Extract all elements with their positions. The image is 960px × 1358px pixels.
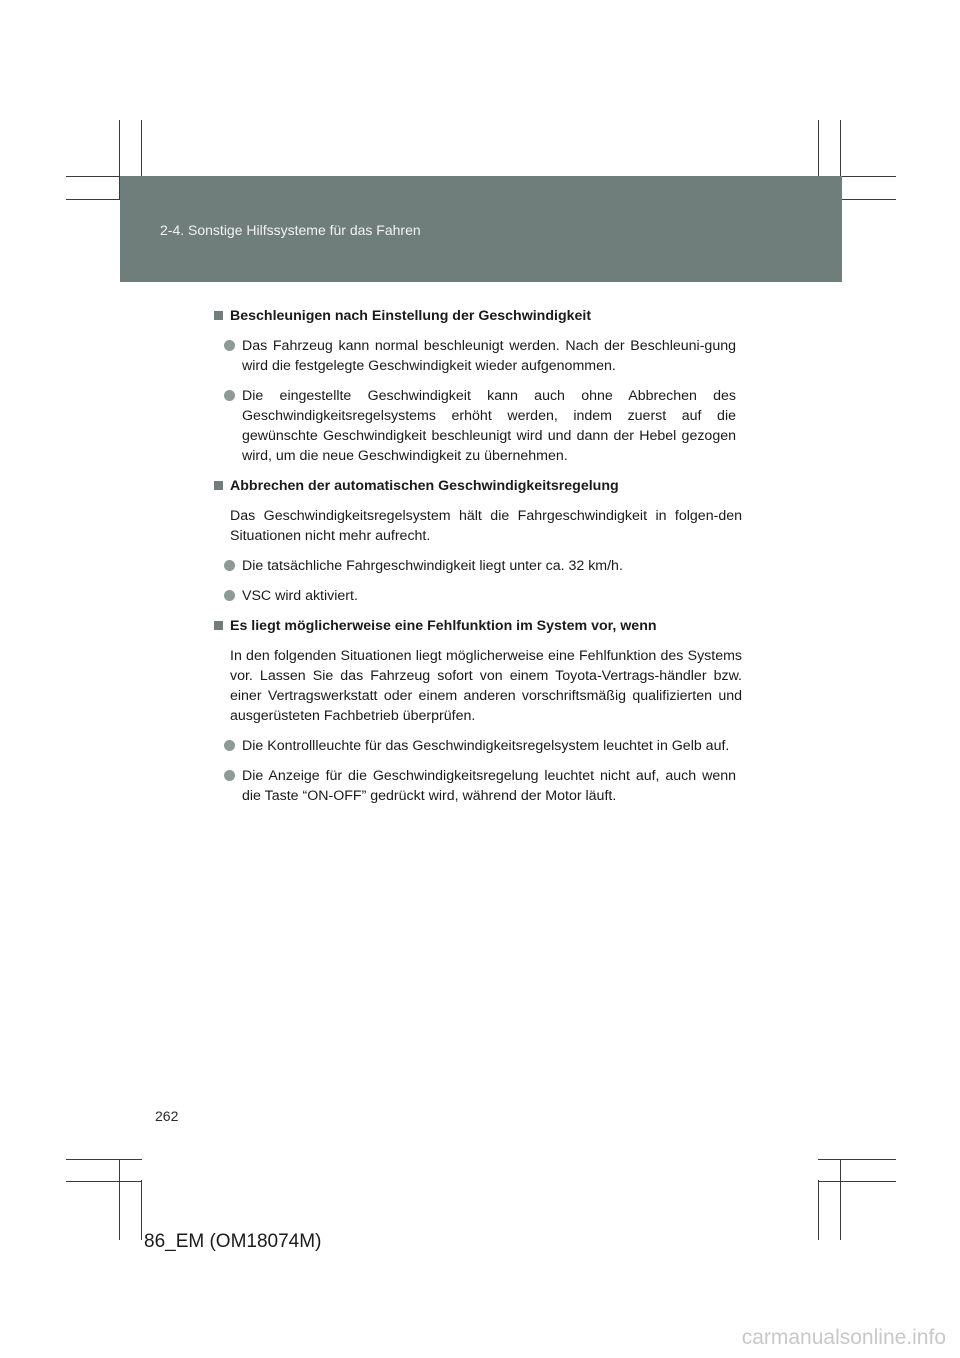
list-item: VSC wird aktiviert.: [214, 586, 742, 606]
section-heading: Abbrechen der automatischen Geschwindigkeitsregelung: [214, 476, 742, 496]
crop-mark: [840, 1160, 841, 1240]
square-bullet-icon: [214, 481, 223, 490]
crop-mark: [818, 1180, 819, 1240]
page-number: 262: [155, 1108, 179, 1124]
square-bullet-icon: [214, 311, 223, 320]
crop-mark: [818, 1159, 896, 1160]
page-content: [214, 306, 742, 816]
section-intro: In den folgenden Situationen liegt möglicherweise eine Fehlfunktion des Systems vor. Lassen Sie das Fahrzeug sofort von einem Toyota-Vertrags-händler bzw. einer Vertragswerkstatt oder einem anderen vorschriftsmäßig qualifizierten und ausgerüsteten Fachbetrieb überprüfen.: [230, 648, 742, 724]
square-bullet-icon: [214, 621, 223, 630]
watermark: carmanualsonline.info: [741, 1326, 946, 1349]
section-intro: Das Geschwindigkeitsregelsystem hält die Fahrgeschwindigkeit in folgen-den Situationen nicht mehr aufrecht.: [230, 508, 742, 544]
crop-mark: [818, 1181, 896, 1182]
section-heading: Es liegt möglicherweise eine Fehlfunktion im System vor, wenn: [214, 616, 742, 636]
crop-mark: [141, 1180, 142, 1240]
circle-bullet-icon: [224, 770, 235, 781]
circle-bullet-icon: [224, 590, 235, 601]
circle-bullet-icon: [224, 560, 235, 571]
crop-mark: [66, 1159, 142, 1160]
list-item: Das Fahrzeug kann normal beschleunigt werden. Nach der Beschleuni-gung wird die festgelegte Geschwindigkeit wieder aufgenommen.: [214, 336, 742, 376]
list-item: Die tatsächliche Fahrgeschwindigkeit liegt unter ca. 32 km/h.: [214, 556, 742, 576]
circle-bullet-icon: [224, 740, 235, 751]
section-header-band: [120, 176, 842, 282]
crop-mark: [66, 1181, 142, 1182]
list-item: Die Kontrollleuchte für das Geschwindigkeitsregelsystem leuchtet in Gelb auf.: [214, 736, 742, 756]
list-item: Die eingestellte Geschwindigkeit kann auch ohne Abbrechen des Geschwindigkeitsregelsystems erhöht werden, indem zuerst auf die gewünschte Geschwindigkeit beschleunigt wird und dann der Hebel gezogen wird, um die neue Geschwindigkeit zu übernehmen.: [214, 386, 742, 466]
circle-bullet-icon: [224, 340, 235, 351]
crop-mark: [119, 1160, 120, 1240]
circle-bullet-icon: [224, 390, 235, 401]
section-heading: Beschleunigen nach Einstellung der Geschwindigkeit: [214, 306, 742, 326]
document-code: 86_EM (OM18074M): [144, 1231, 322, 1252]
section-title: 2-4. Sonstige Hilfssysteme für das Fahren: [160, 222, 421, 238]
list-item: Die Anzeige für die Geschwindigkeitsregelung leuchtet nicht auf, auch wenn die Taste “ON-OFF” gedrückt wird, während der Motor läuft.: [214, 766, 742, 806]
